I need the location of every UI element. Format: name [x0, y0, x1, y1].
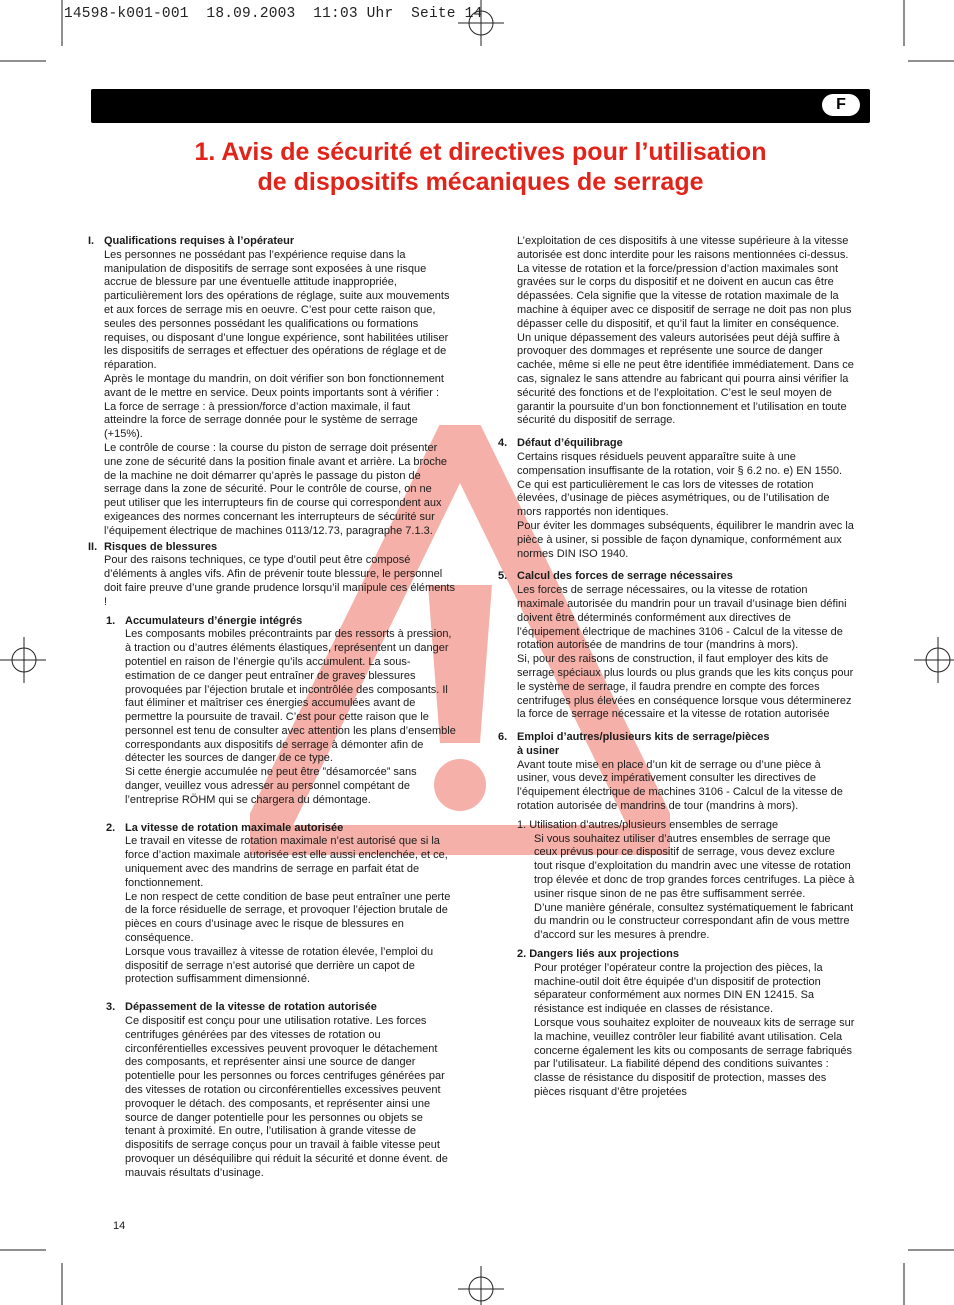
subsection-number: 2. [106, 821, 116, 834]
subsection-number: 3. [106, 1001, 116, 1014]
right-column [498, 235, 856, 1100]
section-heading [498, 570, 856, 584]
section-title: Défaut d’équilibrage [517, 437, 623, 450]
title-line-2: de dispositifs mécaniques de serrage [257, 168, 704, 196]
section-title-continued: à usiner [517, 744, 560, 757]
section-number: 6. [498, 731, 508, 744]
paragraph: Si, pour des raisons de construction, il faut employer des kits de serrage spéciaux plus lourds ou plus grands que les kits conçus pour le système de serrage, il faudra prendre en compte des forces centrifuges plus élevées en conséquence lorsque vous déterminerez la force de serrage nécessaire et la vitesse de rotation autorisée [517, 653, 854, 721]
page-number: 14 [113, 1220, 126, 1232]
paragraph: Pour des raisons techniques, ce type d’outil peut être composé d’éléments à angles vifs. Afin de prévenir toute blessure, le personnel doit faire preuve d’une grande prudence lorsqu’il manipule ces éléments ! [104, 554, 455, 608]
paragraph: L’exploitation de ces dispositifs à une vitesse supérieure à la vitesse autorisée est donc interdite pour les raisons mentionnées ci-dessus. [517, 235, 849, 261]
paragraph: Le contrôle de course : la course du piston de serrage doit présenter une zone de sécurité dans la position finale avant et arrière. La broche de la machine ne doit démarrer qu’après le passage du piston de serrage dans la zone de sécurité. Pour le contrôle de course, on ne peut utiliser que les interrupteurs fin de course qui correspondent aux exigeances des normes concernant les interrupteurs de sécurité sur l’équipement électrique de machines 0113/12.73, paragraphe 7.1.3. [104, 441, 448, 537]
paragraph: La vitesse de rotation et la force/pression d’action maximales sont gravées sur le corps du dispositif et ne doivent en aucun cas être dépassées. Cela signifie que la vitesse de rotation maximale de la machine à équiper avec ce dispositif de serrage ne doit pas non plus dépasser celle du dispositif, et qu’il faut la limiter en conséquence. [517, 262, 852, 330]
section-number: II. [88, 540, 98, 553]
subsection-number: 1. [106, 614, 116, 627]
paragraph: Pour éviter les dommages subséquents, équilibrer le mandrin avec la pièce à usiner, si possible de façon dynamique, conformément aux normes DIN ISO 1940. [517, 519, 854, 560]
section-heading [498, 437, 856, 451]
section-title: Emploi d’autres/plusieurs kits de serrage/pièces [517, 731, 770, 744]
paragraph: La force de serrage : à pression/force d’action maximale, il faut atteindre la force de serrage donnée pour le système de serrage (+15%). [104, 400, 418, 441]
header-bar [91, 89, 870, 123]
section-title: Risques de blessures [104, 540, 218, 553]
paragraph: Ce dispositif est conçu pour une utilisation rotative. Les forces centrifuges générées par des vitesses de rotation ou circonférentielles excessives peuvent provoquer le détachement des composants, et représenter ainsi une source de danger potentielle pour les personnes ou forces centrifuges générées par des vitesses de rotation ou circonférentielles excessives peuvent provoquer le détach. des composants, et représenter ainsi une source de danger potentielle pour les personnes ou objets se tenant à proximité. En outre, l’utilisation à grande vitesse de dispositifs de serrage conçus pour un travail à faible vitesse peut provoquer un déséquilibre qui réduit la sécurité et donne évent. de mauvais résultats d’usinage. [125, 1015, 448, 1179]
section-heading [498, 731, 856, 745]
section-heading [88, 235, 456, 249]
page-title [91, 137, 870, 197]
paragraph: Après le montage du mandrin, on doit vérifier son bon fonctionnement avant de le mettre en service. Deux points importants sont à vérifier : [104, 372, 444, 399]
paragraph: Si vous souhaitez utiliser d’autres ensembles de serrage que ceux prévus pour ce dispositif de serrage, vous devez exclure tout risque d’exploitation du mandrin avec une vitesse de rotation trop élevée et donc de trop grandes forces centrifuges. La pièce à usiner risque sinon de ne pas être suffisamment serrée. [534, 832, 855, 900]
paragraph: Certains risques résiduels peuvent apparaître suite à une compensation insuffisante de la rotation, voir § 6.2 no. e) EN 1550. Ce qui est particulièrement le cas lors de vitesses de rotation élevées, d’usinage de pièces asymétriques, ou de l’utilisation de mors rapportés non identiques. [517, 450, 843, 519]
paragraph: Avant toute mise en place d’un kit de serrage ou d’une pièce à usiner, vous devez impérativement consulter les directives de l’équipement électrique de machines 3106 - Calcul de la vitesse de rotation autorisée de mandrins de tour (mandrins à mors). [517, 758, 843, 813]
subsection-heading: 2. Dangers liés aux projections [517, 948, 680, 961]
subsection-title: Accumulateurs d’énergie intégrés [125, 614, 303, 627]
paragraph: Pour protéger l’opérateur contre la projection des pièces, la machine-outil doit être équipée d’un dispositif de protection séparateur conformément aux normes DIN EN 12415. Sa résistance est indiquée en classes de résistance. [534, 961, 823, 1016]
left-column [88, 235, 456, 1181]
section-number: I. [88, 235, 95, 247]
paragraph: Lorsque vous travaillez à vitesse de rotation élevée, l’emploi du dispositif de serrage n’est autorisé que derrière un capot de protection suffisamment dimensionné. [125, 945, 434, 986]
paragraph: Le non respect de cette condition de base peut entraîner une perte de la force résiduelle de serrage, et provoquer l’éjection brutale de pièces en cours d’usinage avec le risque de blessures en conséquence. [125, 890, 451, 945]
subsection-title: Dépassement de la vitesse de rotation autorisée [125, 1001, 377, 1014]
paragraph: Un unique dépassement des valeurs autorisées peut déjà suffire à provoquer des dommages et représente une source de danger cachée, même si elle ne peut être identifiée immédiatement. Dans ce cas, signalez le sans attendre au fabricant qui pourra ainsi vérifier la sécurité des fonctions et de l’exploitation. C’est le seul moyen de garantir la poursuite d’un bon fonctionnement et l’utilisation en toute sécurité du dispositif de serrage. [517, 331, 854, 427]
subsection-heading [88, 1001, 456, 1015]
paragraph: Les composants mobiles précontraints par des ressorts à pression, à traction ou d’autres éléments élastiques, représentent un danger potentiel en raison de l’énergie qu’ils accumulent. La sous-estimation de ce danger peut entraîner de graves blessures provoquées par l’éjection brutale et incontrôlée des composants. Il faut éliminer et maîtriser ces énergies accumulées avant de permettre la poursuite de travail. C’est pour cette raison que le personnel est tenu de consulter avec attention les plans d’ensemble correspondants aux dispositifs de serrage à démonter afin de détecter les sources de danger de ce type. [125, 628, 456, 765]
paragraph: D’une manière générale, consultez systématiquement le fabricant du mandrin ou le constructeur correspondant afin de vous mettre d’accord sur les mesures à prendre. [534, 901, 854, 942]
paragraph: Les forces de serrage nécessaires, ou la vitesse de rotation maximale autorisée du mandrin pour un travail d’usinage bien défini doivent être déterminés conformément aux directives de l’équipement électrique de machines 3106 - Calcul de la vitesse de rotation autorisée de mandrins de tour (mandrins à mors). [517, 584, 847, 652]
language-badge: F [822, 94, 860, 116]
section-title: Qualifications requises à l’opérateur [104, 235, 295, 247]
paragraph: Lorsque vous souhaitez exploiter de nouveaux kits de serrage sur la machine, veuillez contrôler leur fiabilité avant utilisation. Cela concerne également les kits ou composants de serrage fabriqués par l’utilisateur. La fiabilité dépend des conditions suivantes : classe de résistance du dispositif de protection, masses des pièces risquant d’être projetées [534, 1017, 855, 1099]
print-slug: 14598-k001-001 18.09.2003 11:03 Uhr Seite 14 [64, 6, 483, 22]
subsection-heading [88, 822, 456, 836]
section-number: 5. [498, 570, 508, 583]
paragraph: Le travail en vitesse de rotation maximale n’est autorisé que si la force d’action maximale autorisée est elle aussi enclenchée, et ce, uniquement avec des mandrins de serrage en parfait état de fonctionnement. [125, 835, 448, 889]
section-number: 4. [498, 437, 508, 450]
title-line-1: 1. Avis de sécurité et directives pour l’utilisation [194, 138, 767, 166]
subsection-heading [88, 615, 456, 629]
paragraph: Les personnes ne possédant pas l’expérience requise dans la manipulation de dispositifs de serrage sont exposées à une risque accrue de blessure par une éventuelle attitude inappropriée, particulièrement lors des opérations de réglage, suite aux mouvements et aux forces de serrage mis en oeuvre. C’est pour cette raison que, seules des personnes possédant les qualifications ou formations requises, ou disposant d’une longue expérience, sont habilitées utiliser les dispositifs de serrages et effectuer des opérations de réglage et de réparation. [104, 248, 450, 372]
section-heading [88, 541, 456, 555]
section-title: Calcul des forces de serrage nécessaires [517, 570, 733, 583]
subsection-heading: 1. Utilisation d’autres/plusieurs ensembles de serrage [517, 818, 779, 831]
subsection-title: La vitesse de rotation maximale autorisée [125, 821, 344, 834]
paragraph: Si cette énergie accumulée ne peut être ”désamorcée” sans danger, veuillez vous adresser au personnel compétant de l’entreprise RÖHM qui se chargera du démontage. [125, 766, 417, 806]
